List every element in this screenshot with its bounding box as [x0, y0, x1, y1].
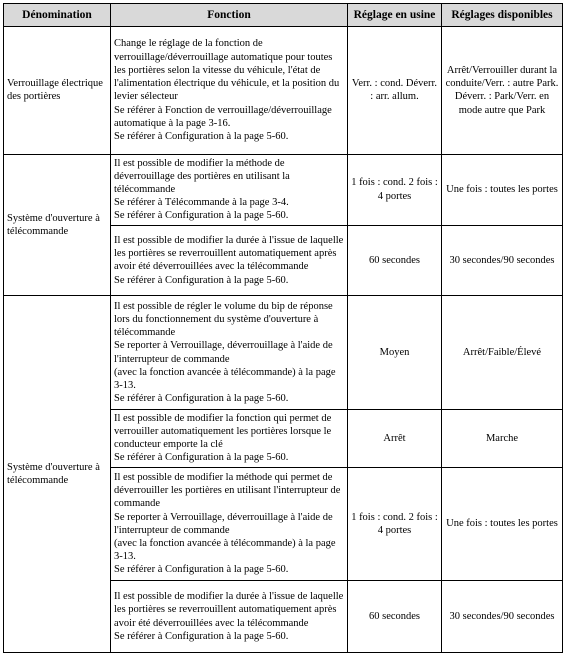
table-row: [4, 154, 563, 225]
function-cell: [111, 581, 348, 653]
function-line: Il est possible de modifier la méthode de déverrouillage des portières en utilisant la télécommande: [114, 157, 290, 195]
function-line: Se reporter à Verrouillage, déverrouillage à l'aide de l'interrupteur de commande: [114, 340, 333, 365]
function-line: Se référer à Configuration à la page 5-60.: [114, 210, 289, 222]
function-line: Se référer à Configuration à la page 5-60.: [114, 274, 289, 286]
factory-setting-cell: Moyen: [348, 296, 442, 409]
header-row: [4, 4, 563, 27]
header-reglages-disponibles: Réglages disponibles: [442, 4, 563, 27]
function-line: (avec la fonction avancée à télécommande) à la page 3-13.: [114, 538, 336, 563]
function-line: (avec la fonction avancée à télécommande) à la page 3-13.: [114, 366, 336, 392]
function-cell: [111, 225, 348, 296]
denomination-cell: Système d'ouverture à télécommande: [4, 296, 111, 653]
denomination-cell: Verrouillage électrique des portières: [4, 27, 111, 155]
factory-setting-cell: Arrêt: [348, 409, 442, 467]
function-line: Se référer à Configuration à la page 5-60.: [114, 564, 289, 576]
denomination-cell: Système d'ouverture à télécommande: [4, 154, 111, 296]
factory-setting-cell: 1 fois : cond. 2 fois : 4 portes: [348, 154, 442, 225]
function-line: Se référer à Fonction de verrouillage/déverrouillage automatique à la page 3-16.: [114, 104, 332, 129]
available-settings-cell: Une fois : toutes les portes: [442, 467, 563, 580]
available-settings-cell: 30 secondes/90 secondes: [442, 225, 563, 296]
function-cell: [111, 409, 348, 467]
function-line: Change le réglage de la fonction de verrouillage/déverrouillage automatique pour toutes les portières selon la vitesse du véhicule, l'état de l'alimentation électrique du véhicule, et la position du levier sélecteur: [114, 38, 340, 103]
function-cell: [111, 27, 348, 155]
function-line: Il est possible de modifier la fonction qui permet de verrouiller automatiquement les portières lorsque le conducteur emporte la clé: [114, 412, 332, 451]
function-cell: [111, 154, 348, 225]
table-row: [4, 27, 563, 155]
available-settings-cell: Une fois : toutes les portes: [442, 154, 563, 225]
table-row: [4, 296, 563, 409]
available-settings-cell: Marche: [442, 409, 563, 467]
function-line: Se référer à Télécommande à la page 3-4.: [114, 197, 289, 209]
header-denomination: Dénomination: [4, 4, 111, 27]
function-line: Il est possible de modifier la durée à l'issue de laquelle les portières se reverrouillent automatiquement après avoir été déverrouillées avec la télécommande: [114, 591, 344, 629]
available-settings-cell: Arrêt/Verrouiller durant la conduite/Verr. : autre Park. Déverr. : Park/Verr. en mode autre que Park: [442, 27, 563, 155]
factory-setting-cell: 1 fois : cond. 2 fois : 4 portes: [348, 467, 442, 580]
factory-setting-cell: 60 secondes: [348, 581, 442, 653]
function-cell: [111, 296, 348, 409]
available-settings-cell: 30 secondes/90 secondes: [442, 581, 563, 653]
function-line: Se reporter à Verrouillage, déverrouillage à l'aide de l'interrupteur de commande: [114, 511, 333, 536]
function-line: Il est possible de régler le volume du bip de réponse lors du fonctionnement du système d'ouverture à télécommande: [114, 300, 333, 339]
available-settings-cell: Arrêt/Faible/Élevé: [442, 296, 563, 409]
function-line: Se référer à Configuration à la page 5-60.: [114, 130, 289, 142]
function-cell: [111, 467, 348, 580]
header-fonction: Fonction: [111, 4, 348, 27]
settings-table: [3, 3, 563, 653]
factory-setting-cell: Verr. : cond. Déverr. : arr. allum.: [348, 27, 442, 155]
header-reglage-usine: Réglage en usine: [348, 4, 442, 27]
function-line: Se référer à Configuration à la page 5-60.: [114, 630, 289, 642]
factory-setting-cell: 60 secondes: [348, 225, 442, 296]
function-line: Se référer à Configuration à la page 5-60.: [114, 393, 289, 405]
function-line: Il est possible de modifier la méthode qui permet de déverrouiller les portières en utilisant l'interrupteur de commande: [114, 471, 341, 510]
function-line: Se référer à Configuration à la page 5-60.: [114, 452, 289, 464]
function-line: Il est possible de modifier la durée à l'issue de laquelle les portières se reverrouillent automatiquement après avoir été déverrouillées avec la télécommande: [114, 235, 344, 273]
